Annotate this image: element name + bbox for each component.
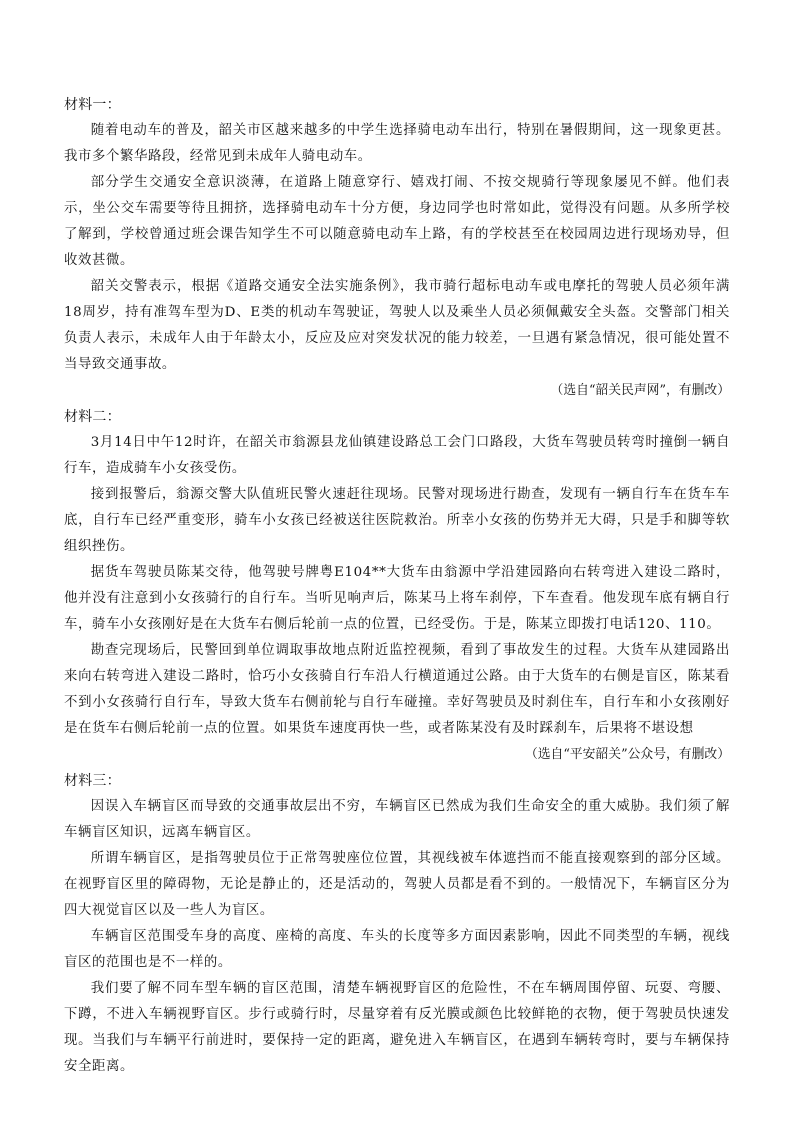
- paragraph: 3月14日中午12时许，在韶关市翁源县龙仙镇建设路总工会门口路段，大货车驾驶员转弯时撞倒一辆自行车，造成骑车小女孩受伤。: [64, 435, 730, 476]
- source-note: （选自“韶关民声网”，有删改）: [550, 383, 730, 398]
- section-heading: 材料一：: [64, 97, 121, 113]
- section-material-3: [64, 768, 730, 1080]
- paragraph: 部分学生交通安全意识淡薄，在道路上随意穿行、嬉戏打闹、不按交规骑行等现象屡见不鲜。他们表示，坐公交车需要等待且拥挤，选择骑电动车十分方便，身边同学也时常如此，觉得没有问题。从多所学校了解到，学校曾通过班会课告知学生不可以随意骑电动车上路，有的学校甚至在校园周边进行现场劝导，但收效甚微。: [64, 175, 730, 268]
- paragraph: 所谓车辆盲区，是指驾驶员位于正常驾驶座位位置，其视线被车体遮挡而不能直接观察到的部分区域。在视野盲区里的障碍物，无论是静止的，还是活动的，驾驶人员都是看不到的。一般情况下，车辆盲区分为四大视觉盲区以及一些人为盲区。: [64, 851, 730, 918]
- paragraph: 接到报警后，翁源交警大队值班民警火速赶往现场。民警对现场进行勘查，发现有一辆自行车在货车车底，自行车已经严重变形，骑车小女孩已经被送往医院救治。所幸小女孩的伤势并无大碍，只是手和脚等软组织挫伤。: [64, 487, 730, 554]
- source-note: （选自“平安韶关”公众号，有删改）: [524, 747, 730, 762]
- paragraph: 随着电动车的普及，韶关市区越来越多的中学生选择骑电动车出行，特别在暑假期间，这一现象更甚。我市多个繁华路段，经常见到未成年人骑电动车。: [64, 123, 730, 164]
- section-heading: 材料二：: [64, 409, 121, 425]
- section-material-1: [64, 92, 730, 404]
- paragraph: 我们要了解不同车型车辆的盲区范围，清楚车辆视野盲区的危险性，不在车辆周围停留、玩耍、弯腰、下蹲，不进入车辆视野盲区。步行或骑行时，尽量穿着有反光膜或颜色比较鲜艳的衣物，便于驾驶员快速发现。当我们与车辆平行前进时，要保持一定的距离，避免进入车辆盲区，在遇到车辆转弯时，要与车辆保持安全距离。: [64, 981, 730, 1074]
- section-material-2: [64, 404, 730, 768]
- paragraph: 勘查完现场后，民警回到单位调取事故地点附近监控视频，看到了事故发生的过程。大货车从建园路出来向右转弯进入建设二路时，恰巧小女孩骑自行车沿人行横道通过公路。由于大货车的右侧是盲区，陈某看不到小女孩骑行自行车，导致大货车右侧前轮与自行车碰撞。幸好驾驶员及时刹住车，自行车和小女孩刚好是在货车右侧后轮前一点的位置。如果货车速度再快一些，或者陈某没有及时踩刹车，后果将不堪设想: [64, 643, 730, 736]
- paragraph: 因误入车辆盲区而导致的交通事故层出不穷，车辆盲区已然成为我们生命安全的重大威胁。我们须了解车辆盲区知识，远离车辆盲区。: [64, 799, 730, 840]
- paragraph: 据货车驾驶员陈某交待，他驾驶号牌粤E104**大货车由翁源中学沿建园路向右转弯进入建设二路时，他并没有注意到小女孩骑行的自行车。当听见响声后，陈某马上将车刹停，下车查看。他发现车底有辆自行车，骑车小女孩刚好是在大货车右侧后轮前一点的位置，已经受伤。于是，陈某立即拨打电话120、110。: [64, 565, 730, 632]
- paragraph: 车辆盲区范围受车身的高度、座椅的高度、车头的长度等多方面因素影响，因此不同类型的车辆，视线盲区的范围也是不一样的。: [64, 929, 730, 970]
- paragraph: 韶关交警表示，根据《道路交通安全法实施条例》，我市骑行超标电动车或电摩托的驾驶人员必须年满18周岁，持有准驾车型为D、E类的机动车驾驶证，驾驶人以及乘坐人员必须佩戴安全头盔。交警部门相关负责人表示，未成年人由于年龄太小，反应及应对突发状况的能力较差，一旦遇有紧急情况，很可能处置不当导致交通事故。: [64, 279, 730, 372]
- section-heading: 材料三：: [64, 773, 121, 789]
